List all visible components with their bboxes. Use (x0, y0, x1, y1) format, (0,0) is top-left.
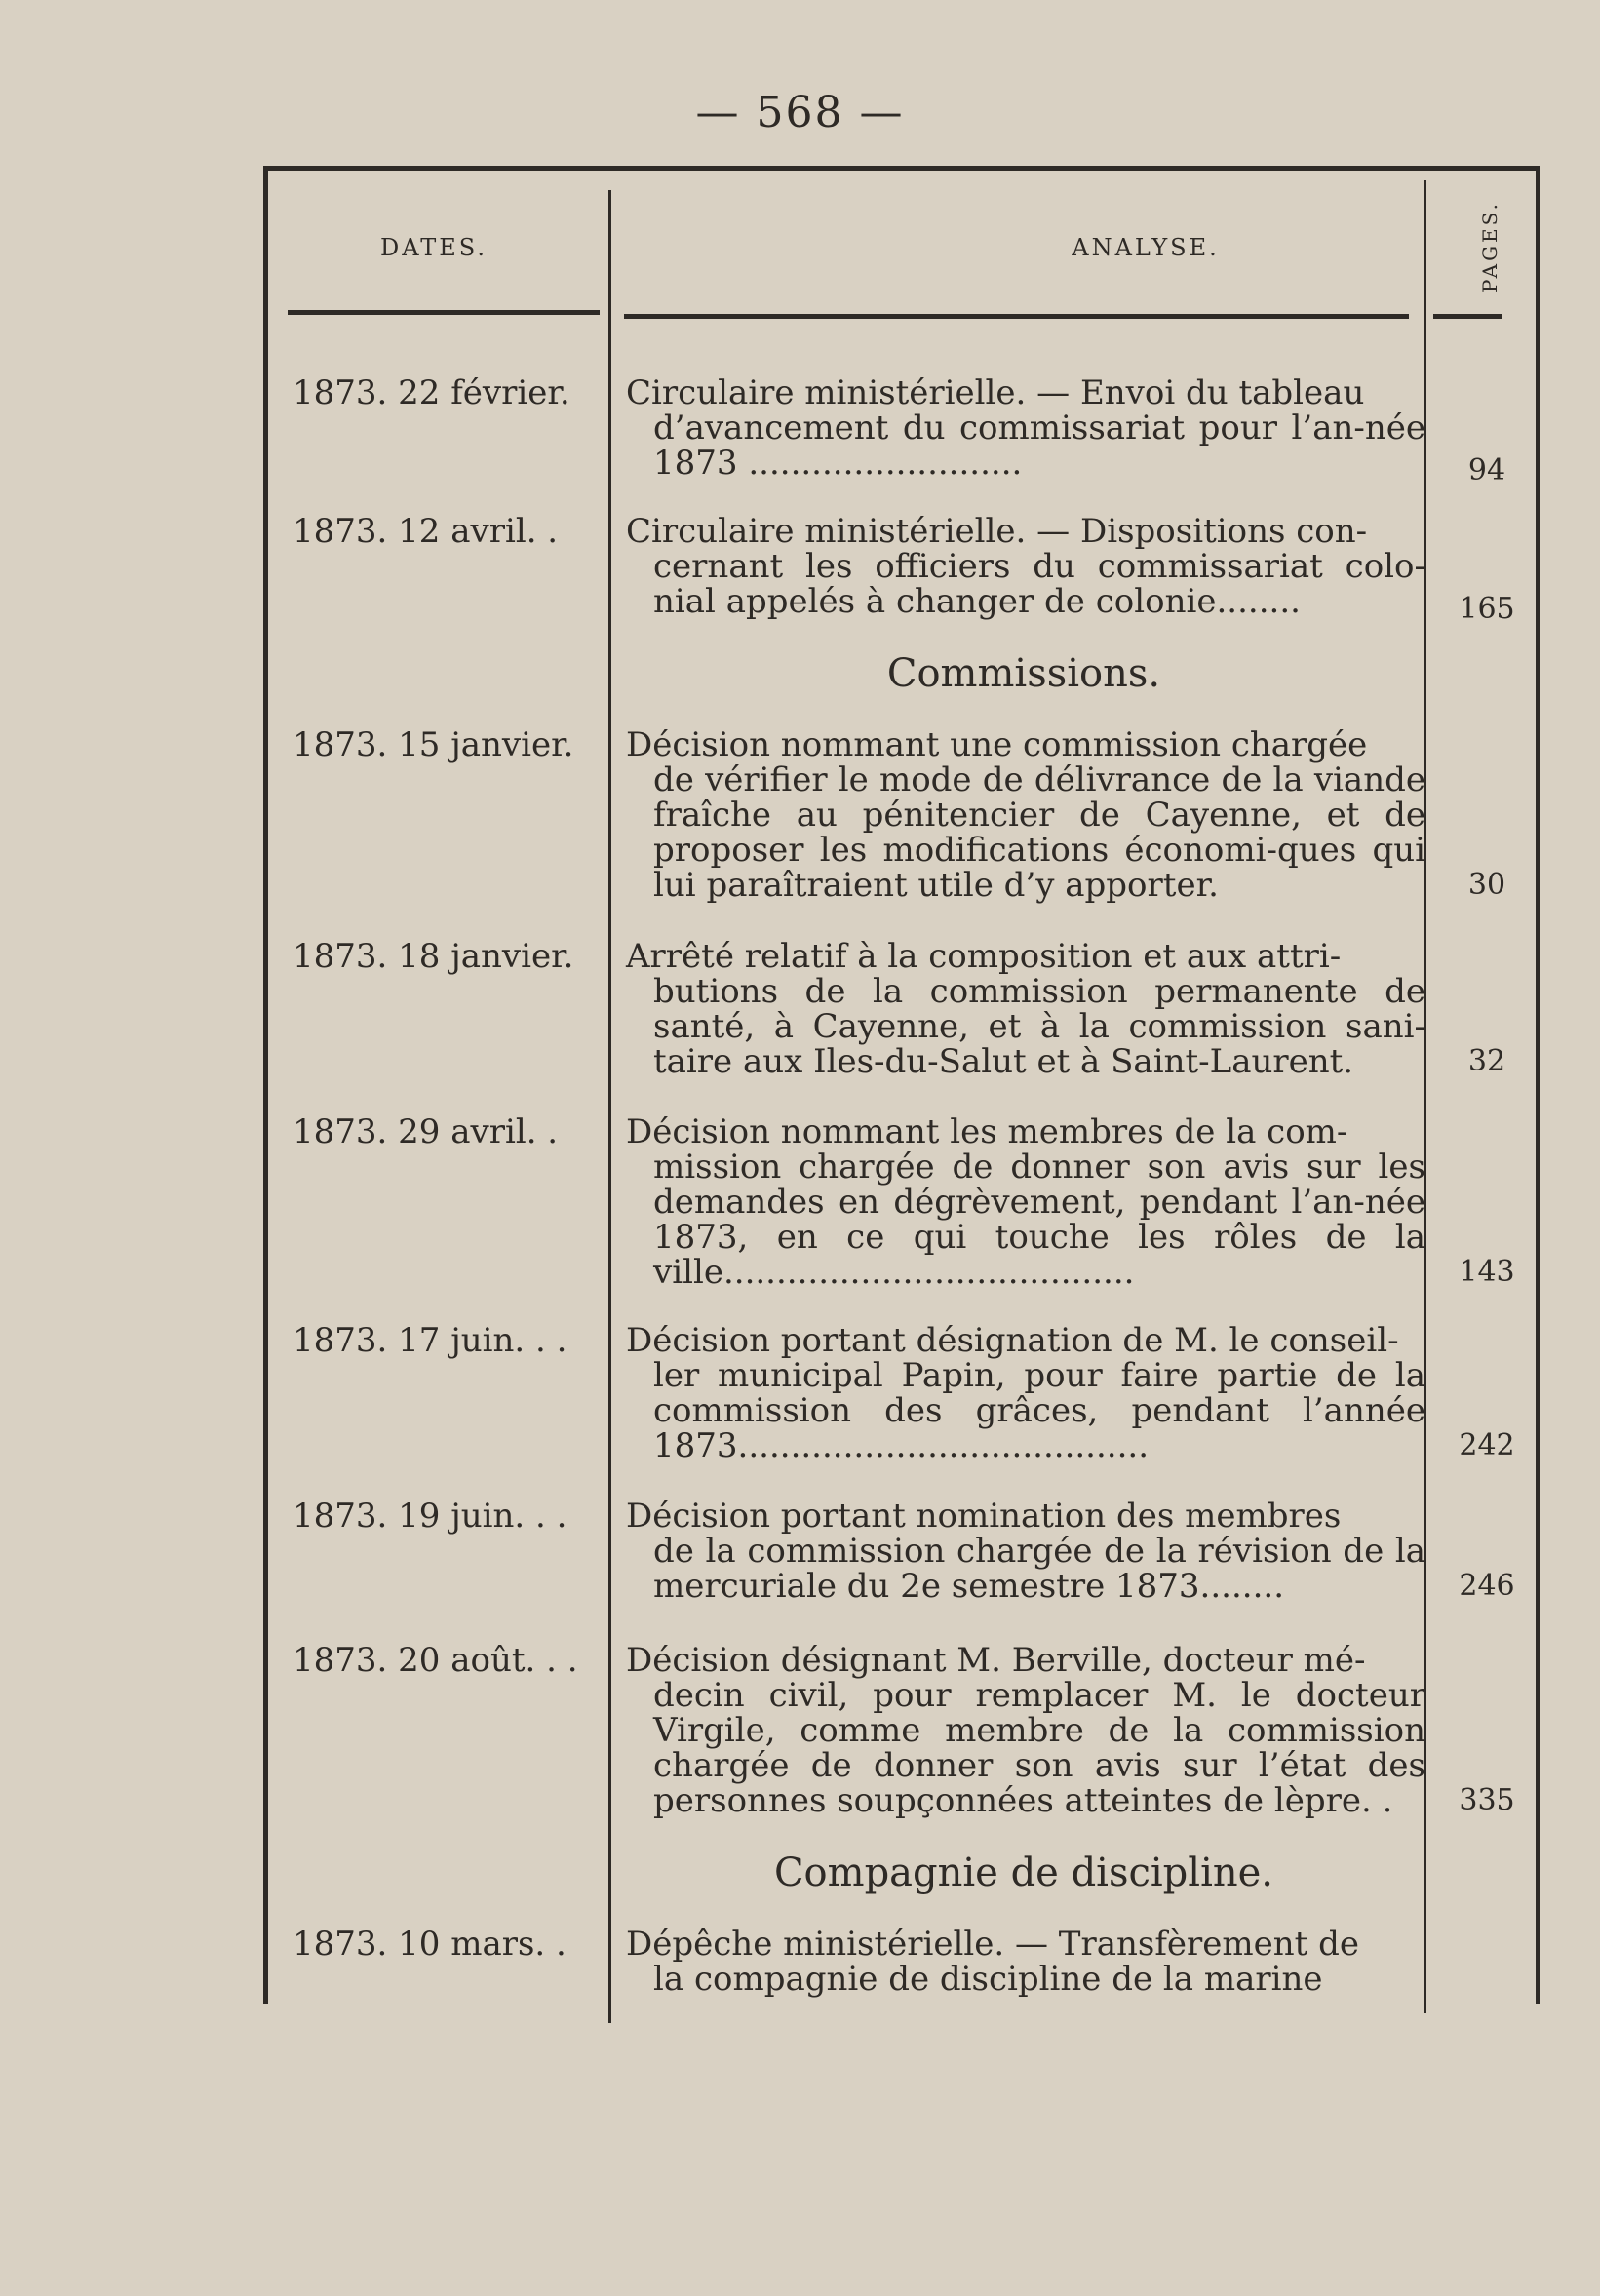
entry-analysis: Décision portant désignation de M. le conseil- ler municipal Papin, pour faire partie de la commission des grâces, pendant l’année 1873....................................... (626, 1321, 1425, 1465)
entry-analysis: Décision désignant M. Berville, docteur mé- decin civil, pour remplacer M. le docteur Virgile, comme membre de la commission chargée de donner son avis sur l’état des personnes soupçonnées atteintes de lèpre. . (626, 1641, 1425, 1820)
entry-page: 335 (1459, 1783, 1515, 1817)
entry-analysis: Arrêté relatif à la composition et aux attri- butions de la commission permanente de santé, à Cayenne, et à la commission sani-taire aux Iles-du-Salut et à Saint-Laurent. (626, 937, 1425, 1081)
section-title-commissions: Commissions. (886, 651, 1161, 696)
entry-analysis: Décision nommant une commission chargée de vérifier le mode de délivrance de la viande fraîche au pénitencier de Cayenne, et de proposer les modifications économi-ques qui lui paraîtraient utile d’y apporter. (626, 725, 1425, 905)
header-rule-pages (1433, 314, 1502, 319)
entry-page: 94 (1467, 453, 1506, 487)
header-rule-analyse (624, 314, 1409, 319)
entry-date: 1873. 29 avril. . (293, 1112, 559, 1151)
table-header (263, 171, 1536, 327)
entry-analysis: Décision nommant les membres de la com- mission chargée de donner son avis sur les demandes en dégrèvement, pendant l’an-née 1873, en ce qui touche les rôles de la ville....................................... (626, 1112, 1425, 1292)
entry-page: 242 (1459, 1428, 1515, 1462)
header-dates: DATES. (379, 234, 488, 261)
entry-page: 143 (1459, 1255, 1515, 1289)
header-pages: PAGES. (1478, 200, 1502, 292)
header-rule-dates (288, 310, 600, 315)
column-divider-dates (608, 190, 611, 2023)
entry-date: 1873. 10 mars. . (293, 1925, 566, 1964)
entry-analysis: Circulaire ministérielle. — Envoi du tableau d’avancement du commissariat pour l’an-née 1873 .......................... (626, 373, 1425, 483)
page-number: — 568 — (695, 88, 905, 137)
header-analyse: ANALYSE. (1072, 234, 1220, 261)
entry-page: 32 (1467, 1044, 1506, 1078)
entry-date: 1873. 15 janvier. (293, 725, 574, 764)
entry-page: 165 (1459, 592, 1515, 626)
entry-page: 30 (1467, 868, 1506, 902)
entry-date: 1873. 22 février. (293, 373, 570, 412)
entry-date: 1873. 12 avril. . (293, 512, 559, 551)
entry-date: 1873. 20 août. . . (293, 1641, 578, 1680)
entry-analysis: Circulaire ministérielle. — Dispositions con- cernant les officiers du commissariat colo-nial appelés à changer de colonie........ (626, 512, 1425, 621)
entry-date: 1873. 19 juin. . . (293, 1497, 567, 1536)
entry-date: 1873. 17 juin. . . (293, 1321, 567, 1360)
section-title-compagnie-de-discipline: Compagnie de discipline. (773, 1850, 1274, 1895)
entry-analysis: Décision portant nomination des membres de la commission chargée de la révision de la mercuriale du 2e semestre 1873........ (626, 1497, 1425, 1606)
entry-page: 246 (1459, 1569, 1515, 1603)
entry-analysis: Dépêche ministérielle. — Transfèrement de la compagnie de discipline de la marine (626, 1925, 1360, 1999)
entry-date: 1873. 18 janvier. (293, 937, 574, 976)
